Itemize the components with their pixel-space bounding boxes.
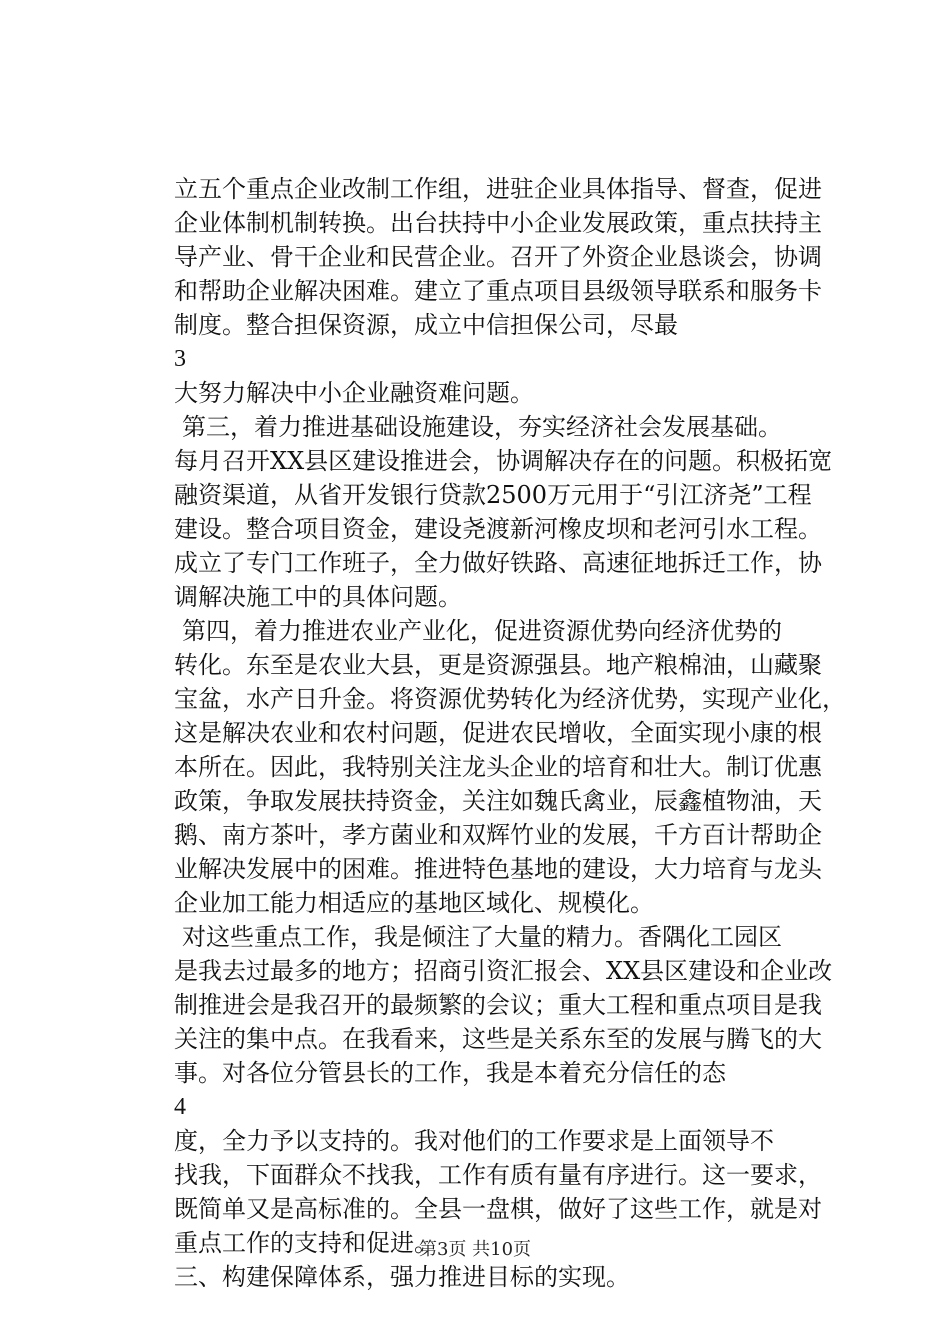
text-line: 关注的集中点。在我看来，这些是关系东至的发展与腾飞的大 xyxy=(174,1025,822,1053)
text-line: 企业加工能力相适应的基地区域化、规模化。 xyxy=(174,889,654,917)
section-heading: 三、构建保障体系，强力推进目标的实现。 xyxy=(174,1263,630,1291)
text-line: 事。对各位分管县长的工作，我是本着充分信任的态 xyxy=(174,1059,726,1087)
text-line: 这是解决农业和农村问题，促进农民增收，全面实现小康的根 xyxy=(174,719,822,747)
text-line: 企业体制机制转换。出台扶持中小企业发展政策，重点扶持主 xyxy=(174,209,822,237)
text-line: 转化。东至是农业大县，更是资源强县。地产粮棉油，山藏聚 xyxy=(174,651,822,679)
text-line: 调解决施工中的具体问题。 xyxy=(174,583,462,611)
text-line: 重点工作的支持和促进。 xyxy=(174,1229,438,1257)
text-line: 每月召开XX县区建设推进会，协调解决存在的问题。积极拓宽 xyxy=(174,447,833,475)
text-line: 成立了专门工作班子，全力做好铁路、高速征地拆迁工作，协 xyxy=(174,549,822,577)
text-line: 和帮助企业解决困难。建立了重点项目县级领导联系和服务卡 xyxy=(174,277,822,305)
page-marker: 4 xyxy=(174,1094,186,1120)
text-line: 找我，下面群众不找我，工作有质有量有序进行。这一要求， xyxy=(174,1161,822,1189)
text-line: 宝盆，水产日升金。将资源优势转化为经济优势，实现产业化， xyxy=(174,685,846,713)
page-marker: 3 xyxy=(174,346,186,372)
text-line: 建设。整合项目资金，建设尧渡新河橡皮坝和老河引水工程。 xyxy=(174,515,822,543)
text-line: 业解决发展中的困难。推进特色基地的建设，大力培育与龙头 xyxy=(174,855,822,883)
text-line: 制推进会是我召开的最频繁的会议；重大工程和重点项目是我 xyxy=(174,991,822,1019)
paragraph-start: 第四，着力推进农业产业化，促进资源优势向经济优势的 xyxy=(182,617,782,645)
text-line: 度，全力予以支持的。我对他们的工作要求是上面领导不 xyxy=(174,1127,774,1155)
text-line: 既简单又是高标准的。全县一盘棋，做好了这些工作，就是对 xyxy=(174,1195,822,1223)
text-line: 是我去过最多的地方；招商引资汇报会、XX县区建设和企业改 xyxy=(174,957,833,985)
text-line: 本所在。因此，我特别关注龙头企业的培育和壮大。制订优惠 xyxy=(174,753,822,781)
document-body xyxy=(174,172,850,1294)
page-footer: 第3页 共10页 xyxy=(418,1239,532,1260)
paragraph-start: 第三，着力推进基础设施建设，夯实经济社会发展基础。 xyxy=(182,413,782,441)
text-line: 鹅、南方茶叶，孝方菌业和双辉竹业的发展，千方百计帮助企 xyxy=(174,821,822,849)
text-line: 政策，争取发展扶持资金，关注如魏氏禽业，辰鑫植物油，天 xyxy=(174,787,822,815)
text-line: 导产业、骨干企业和民营企业。召开了外资企业恳谈会，协调 xyxy=(174,243,822,271)
paragraph-start: 对这些重点工作，我是倾注了大量的精力。香隅化工园区 xyxy=(182,923,782,951)
text-line: 立五个重点企业改制工作组，进驻企业具体指导、督查，促进 xyxy=(174,175,822,203)
text-line: 大努力解决中小企业融资难问题。 xyxy=(174,379,534,407)
text-line: 融资渠道，从省开发银行贷款2500万元用于“引江济尧”工程 xyxy=(174,481,812,509)
text-line: 制度。整合担保资源，成立中信担保公司，尽最 xyxy=(174,311,678,339)
